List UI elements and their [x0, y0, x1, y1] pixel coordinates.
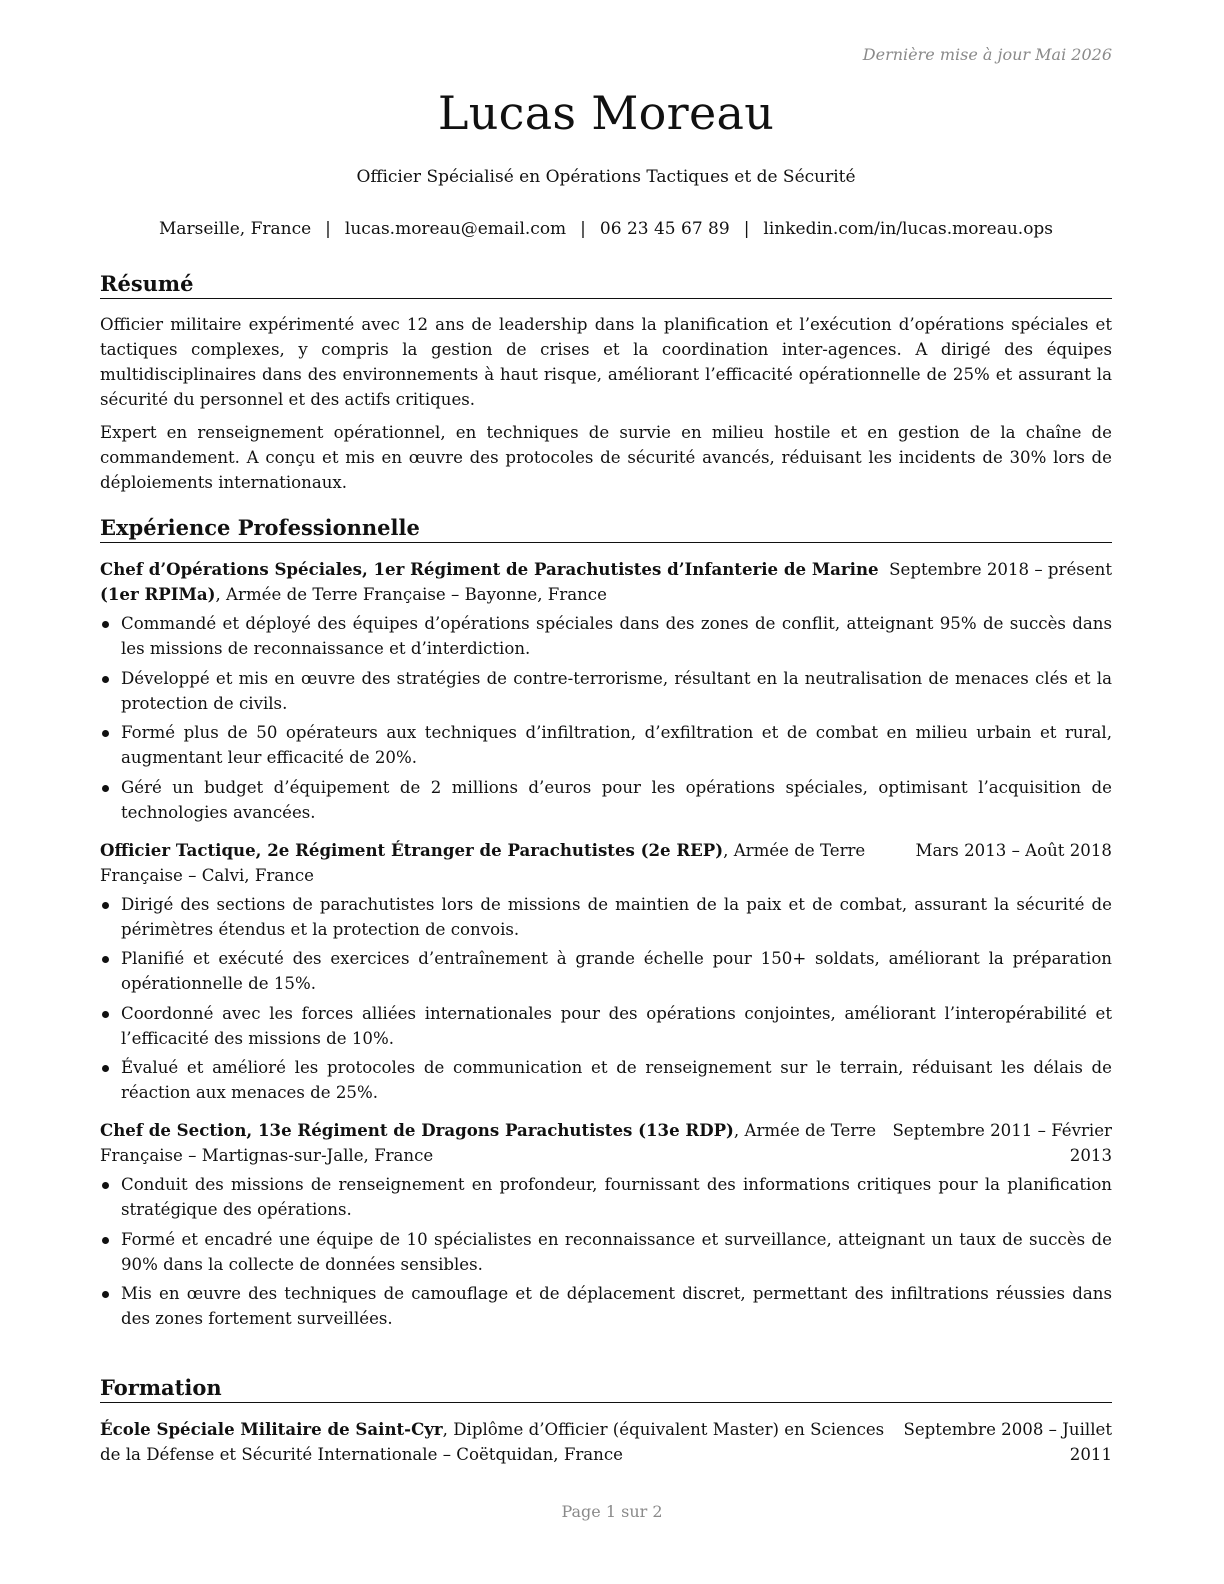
education-school: École Spéciale Militaire de Saint-Cyr	[100, 1419, 443, 1439]
job-location: Française – Martignas-sur-Jalle, France	[100, 1146, 434, 1165]
job-title: Chef de Section, 13e Régiment de Dragons Parachutistes (13e RDP)	[100, 1120, 734, 1140]
education-dates: Septembre 2008 – Juillet	[893, 1417, 1112, 1442]
job-dates: Septembre 2011 – Février	[882, 1118, 1112, 1143]
job-location: Française – Calvi, France	[100, 865, 314, 885]
list-item: Formé plus de 50 opérateurs aux techniques d’infiltration, d’exfiltration et de combat en milieu urbain et rural, augmentant leur efficacité de 20%.	[100, 720, 1112, 770]
contact-linkedin[interactable]: linkedin.com/in/lucas.moreau.ops	[763, 219, 1054, 239]
job-header	[100, 1118, 1112, 1168]
summary-paragraph: Officier militaire expérimenté avec 12 ans de leadership dans la planification et l’exécution d’opérations spéciales et tactiques complexes, y compris la gestion de crises et la coordination inter-agences. A dirigé des équipes multidisciplinaires dans des environnements à haut risque, améliorant l’efficacité opérationnelle de 25% et assurant la sécurité du personnel et des actifs critiques.	[100, 315, 1112, 409]
education-header	[100, 1417, 1112, 1467]
candidate-subtitle: Officier Spécialisé en Opérations Tactiques et de Sécurité	[356, 167, 856, 187]
list-item: Commandé et déployé des équipes d’opérations spéciales dans des zones de conflit, atteignant 95% de succès dans les missions de reconnaissance et d’interdiction.	[100, 611, 1112, 661]
page-number: Page 1 sur 2	[561, 1502, 663, 1521]
job-header	[100, 838, 1112, 888]
list-item: Coordonné avec les forces alliées internationales pour des opérations conjointes, améliorant l’interopérabilité et l’efficacité des missions de 10%.	[100, 1001, 1112, 1051]
job-title: Chef d’Opérations Spéciales, 1er Régiment de Parachutistes d’Infanterie de Marine	[100, 559, 879, 579]
job-employer: , Armée de Terre	[733, 1121, 877, 1140]
last-updated: Dernière mise à jour Mai 2026	[862, 45, 1112, 64]
contact-line	[100, 219, 1112, 239]
job-header	[100, 557, 1112, 607]
job-bullets	[100, 892, 1112, 1106]
summary-heading: Résumé	[100, 270, 1112, 299]
experience-heading: Expérience Professionnelle	[100, 514, 1112, 543]
list-item: Planifié et exécuté des exercices d’entraînement à grande échelle pour 150+ soldats, améliorant la préparation opérationnelle de 15%.	[100, 946, 1112, 996]
job-entry	[100, 557, 1112, 825]
job-entry	[100, 838, 1112, 1106]
job-title: Officier Tactique, 2e Régiment Étranger de Parachutistes (2e REP)	[100, 839, 724, 860]
list-item: Géré un budget d’équipement de 2 millions d’euros pour les opérations spéciales, optimisant l’acquisition de technologies avancées.	[100, 775, 1112, 825]
education-dates-end: 2011	[1069, 1445, 1112, 1464]
education-degree: , Diplôme d’Officier (équivalent Master) en Sciences	[442, 1420, 885, 1439]
list-item: Conduit des missions de renseignement en profondeur, fournissant des informations critiques pour la planification stratégique des opérations.	[100, 1172, 1112, 1222]
job-dates: Mars 2013 – Août 2018	[905, 838, 1112, 863]
education-section	[100, 1374, 1112, 1467]
summary-section	[100, 270, 1112, 495]
education-heading: Formation	[100, 1374, 1112, 1403]
list-item: Mis en œuvre des techniques de camouflage et de déplacement discret, permettant des infiltrations réussies dans des zones fortement surveillées.	[100, 1281, 1112, 1331]
contact-location: Marseille, France	[158, 219, 312, 239]
list-item: Évalué et amélioré les protocoles de communication et de renseignement sur le terrain, réduisant les délais de réaction aux menaces de 25%.	[100, 1055, 1112, 1105]
summary-paragraph: Expert en renseignement opérationnel, en techniques de survie en milieu hostile et en gestion de la chaîne de commandement. A conçu et mis en œuvre des protocoles de sécurité avancés, réduisant les incidents de 30% lors de déploiements internationaux.	[100, 423, 1112, 492]
contact-phone[interactable]: 06 23 45 67 89	[599, 219, 730, 239]
list-item: Développé et mis en œuvre des stratégies de contre-terrorisme, résultant en la neutralisation de menaces clés et la protection de civils.	[100, 666, 1112, 716]
experience-section	[100, 514, 1112, 1336]
candidate-name: Lucas Moreau	[437, 86, 775, 140]
job-bullets	[100, 611, 1112, 825]
job-employer: , Armée de Terre Française – Bayonne, France	[215, 585, 607, 604]
contact-separator: |	[580, 219, 586, 239]
list-item: Formé et encadré une équipe de 10 spécialistes en reconnaissance et surveillance, atteignant un taux de succès de 90% dans la collecte de données sensibles.	[100, 1227, 1112, 1277]
education-details: de la Défense et Sécurité Internationale – Coëtquidan, France	[100, 1445, 623, 1464]
job-bullets	[100, 1172, 1112, 1331]
contact-separator: |	[743, 219, 750, 239]
contact-separator: |	[325, 219, 331, 239]
contact-email[interactable]: lucas.moreau@email.com	[344, 219, 567, 239]
job-employer: , Armée de Terre	[723, 840, 866, 860]
job-unit-abbr: (1er RPIMa)	[100, 584, 216, 604]
job-dates: Septembre 2018 – présent	[879, 557, 1112, 582]
job-dates-end: 2013	[1069, 1146, 1112, 1165]
education-entry	[100, 1417, 1112, 1467]
job-entry	[100, 1118, 1112, 1331]
list-item: Dirigé des sections de parachutistes lors de missions de maintien de la paix et de combat, assurant la sécurité de périmètres étendus et la protection de convois.	[100, 892, 1112, 942]
